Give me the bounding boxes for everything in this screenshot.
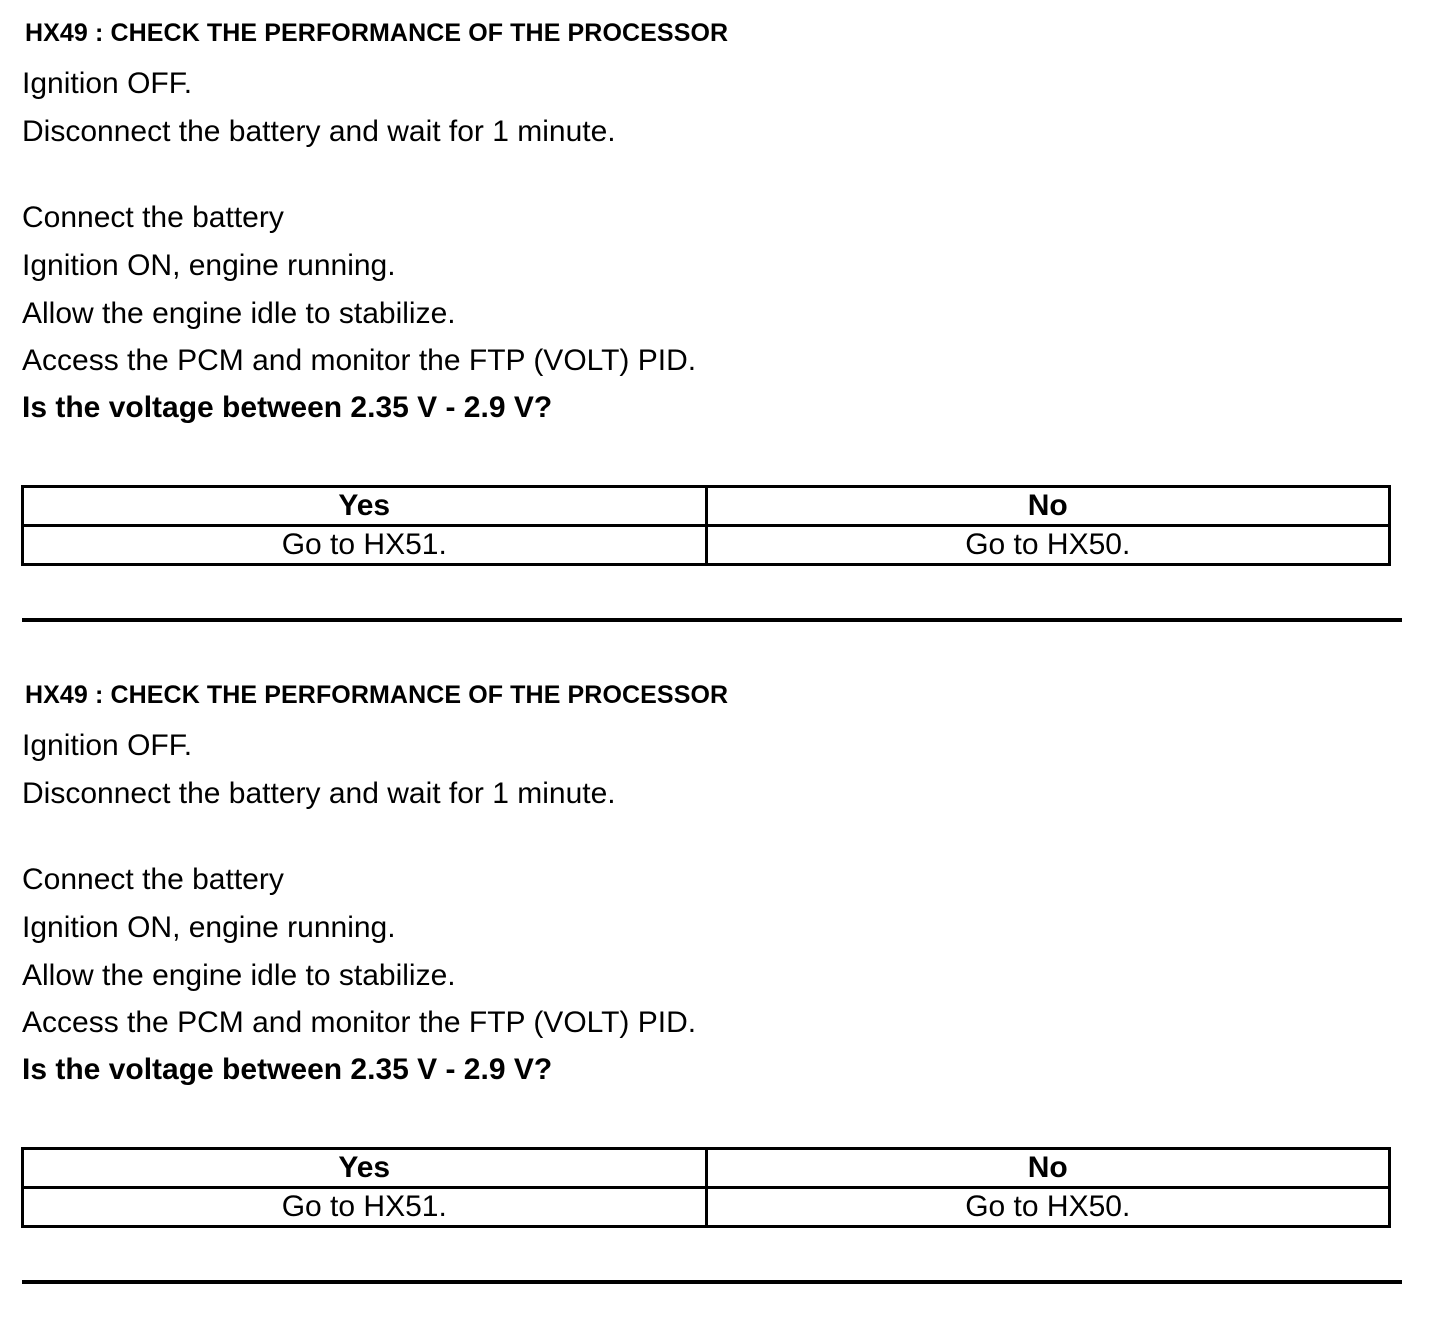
instruction-line: Allow the engine idle to stabilize. xyxy=(22,959,456,992)
yes-header: Yes xyxy=(23,487,707,526)
no-action: Go to HX50. xyxy=(706,1188,1390,1227)
instruction-line: Disconnect the battery and wait for 1 minute. xyxy=(22,115,616,148)
test-question: Is the voltage between 2.35 V - 2.9 V? xyxy=(22,391,553,424)
instruction-line: Disconnect the battery and wait for 1 minute. xyxy=(22,777,616,810)
instruction-line: Connect the battery xyxy=(22,863,284,896)
instruction-line: Access the PCM and monitor the FTP (VOLT) PID. xyxy=(22,1006,697,1039)
instruction-line: Connect the battery xyxy=(22,201,284,234)
decision-header-row xyxy=(23,487,1390,526)
no-header: No xyxy=(706,487,1390,526)
decision-table xyxy=(21,485,1391,566)
instruction-line: Ignition OFF. xyxy=(22,67,193,100)
decision-header-row xyxy=(23,1149,1390,1188)
section-divider xyxy=(22,1280,1402,1284)
yes-action: Go to HX51. xyxy=(23,526,707,565)
step-title: HX49 : CHECK THE PERFORMANCE OF THE PROCESSOR xyxy=(25,19,729,47)
section-divider xyxy=(22,618,1402,622)
instruction-line: Allow the engine idle to stabilize. xyxy=(22,297,456,330)
decision-action-row xyxy=(23,526,1390,565)
no-action: Go to HX50. xyxy=(706,526,1390,565)
instruction-line: Ignition ON, engine running. xyxy=(22,249,396,282)
decision-table xyxy=(21,1147,1391,1228)
step-title: HX49 : CHECK THE PERFORMANCE OF THE PROCESSOR xyxy=(25,681,729,709)
test-question: Is the voltage between 2.35 V - 2.9 V? xyxy=(22,1053,553,1086)
instruction-line: Ignition ON, engine running. xyxy=(22,911,396,944)
no-header: No xyxy=(706,1149,1390,1188)
yes-header: Yes xyxy=(23,1149,707,1188)
yes-action: Go to HX51. xyxy=(23,1188,707,1227)
test-step-section xyxy=(0,662,1440,1324)
instruction-line: Access the PCM and monitor the FTP (VOLT) PID. xyxy=(22,344,697,377)
decision-action-row xyxy=(23,1188,1390,1227)
instruction-line: Ignition OFF. xyxy=(22,729,193,762)
